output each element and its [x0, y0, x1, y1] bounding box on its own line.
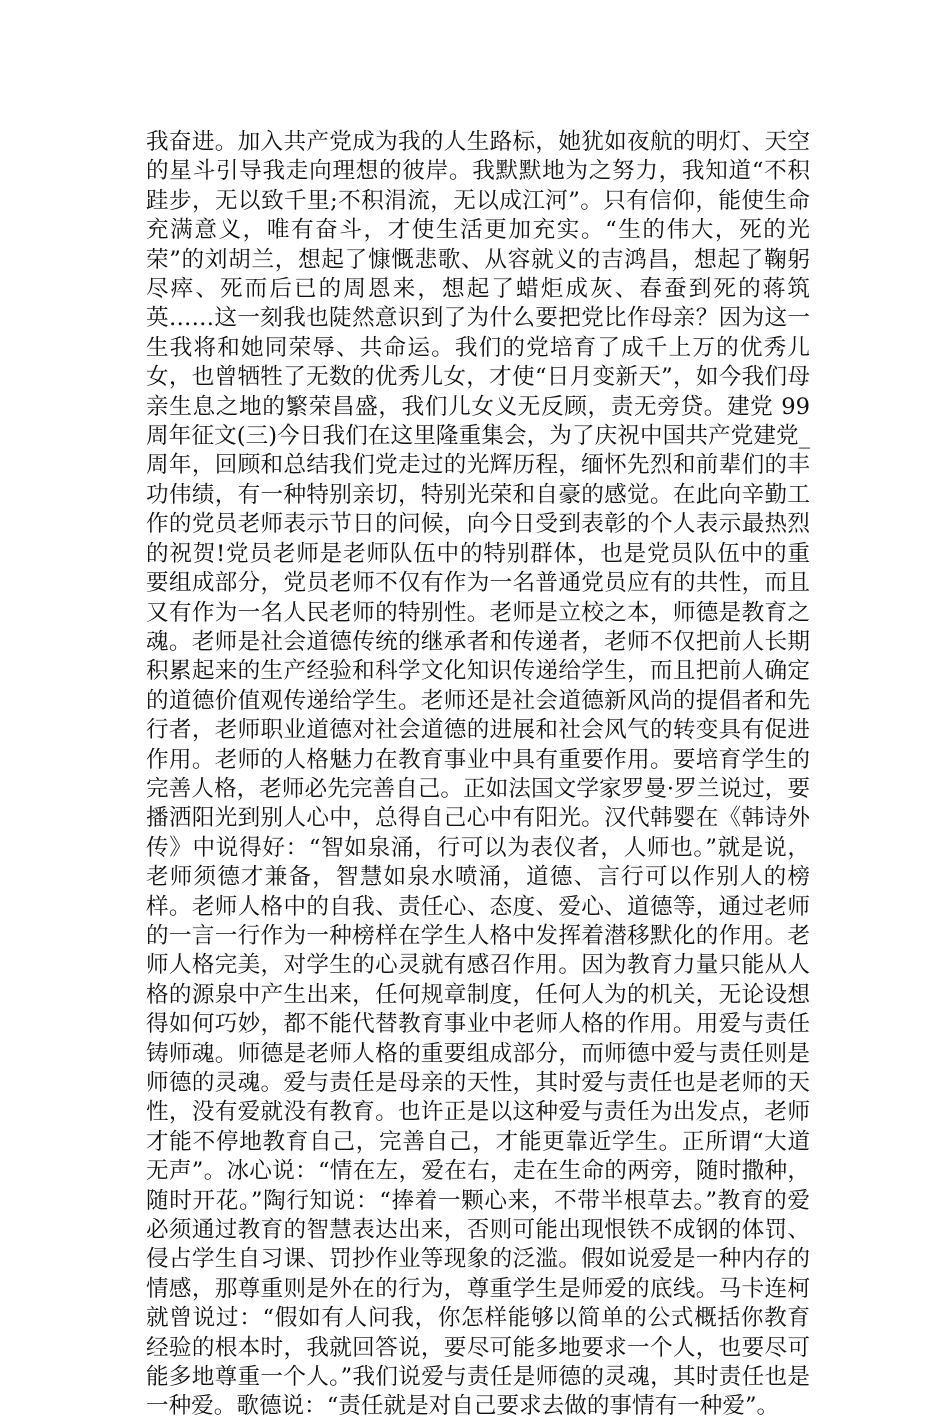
body-paragraph: 我奋进。加入共产党成为我的人生路标，她犹如夜航的明灯、天空的星斗引导我走向理想的彼岸。我默默地为之努力，我知道“不积跬步，无以致千里;不积涓流，无以成江河”。只有信仰，能使生命充满意义，唯有奋斗，才使生活更加充实。“生的伟大，死的光荣”的刘胡兰，想起了慷慨悲歌、从容就义的吉鸿昌，想起了鞠躬尽瘁、死而后已的周恩来，想起了蜡炬成灰、春蚕到死的蒋筑英……这一刻我也陡然意识到了为什么要把党比作母亲？因为这一生我将和她同荣辱、共命运。我们的党培育了成千上万的优秀儿女，也曾牺牲了无数的优秀儿女，才使“日月变新天”，如今我们母亲生息之地的繁荣昌盛，我们儿女义无反顾，责无旁贷。建党 99 周年征文(三)今日我们在这里隆重集会，为了庆祝中国共产党建党_周年，回顾和总结我们党走过的光辉历程，缅怀先烈和前辈们的丰功伟绩，有一种特别亲切，特别光荣和自豪的感觉。在此向辛勤工作的党员老师表示节日的问候，向今日受到表彰的个人表示最热烈的祝贺!党员老师是老师队伍中的特别群体，也是党员队伍中的重要组成部分，党员老师不仅有作为一名普通党员应有的共性，而且又有作为一名人民老师的特别性。老师是立校之本，师德是教育之魂。老师是社会道德传统的继承者和传递者，老师不仅把前人长期积累起来的生产经验和科学文化知识传递给学生，而且把前人确定的道德价值观传递给学生。老师还是社会道德新风尚的提倡者和先行者，老师职业道德对社会道德的进展和社会风气的转变具有促进作用。老师的人格魅力在教育事业中具有重要作用。要培育学生的完善人格，老师必先完善自己。正如法国文学家罗曼·罗兰说过，要播洒阳光到别人心中，总得自己心中有阳光。汉代韩婴在《韩诗外传》中说得好：“智如泉涌，行可以为表仪者，人师也。”就是说，老师须德才兼备，智慧如泉水喷涌，道德、言行可以作别人的榜样。老师人格中的自我、责任心、态度、爱心、道德等，通过老师的一言一行作为一种榜样在学生人格中发挥着潜移默化的作用。老师人格完美，对学生的心灵就有感召作用。因为教育力量只能从人格的源泉中产生出来，任何规章制度，任何人为的机关，无论设想得如何巧妙，都不能代替教育事业中老师人格的作用。用爱与责任铸师魂。师德是老师人格的重要组成部分，而师德中爱与责任则是师德的灵魂。爱与责任是母亲的天性，其时爱与责任也是老师的天性，没有爱就没有教育。也许正是以这种爱与责任为出发点，老师才能不停地教育自己，完善自己，才能更靠近学生。正所谓“大道无声”。冰心说：“情在左，爱在右，走在生命的两旁，随时撒种，随时开花。”陶行知说：“捧着一颗心来，不带半根草去。”教育的爱必须通过教育的智慧表达出来，否则可能出现恨铁不成钢的体罚、侵占学生自习课、罚抄作业等现象的泛滥。假如说爱是一种内存的情感，那尊重则是外在的行为，尊重学生是师爱的底线。马卡连柯就曾说过：“假如有人问我，你怎样能够以简单的公式概括你教育经验的根本时，我就回答说，要尽可能多地要求一个人，也要尽可能多地尊重一个人。”我们说爱与责任是师德的灵魂，其时责任也是一种爱。歌德说：“责任就是对自己要求去做的事情有一种爱”。	[146, 129, 810, 1420]
